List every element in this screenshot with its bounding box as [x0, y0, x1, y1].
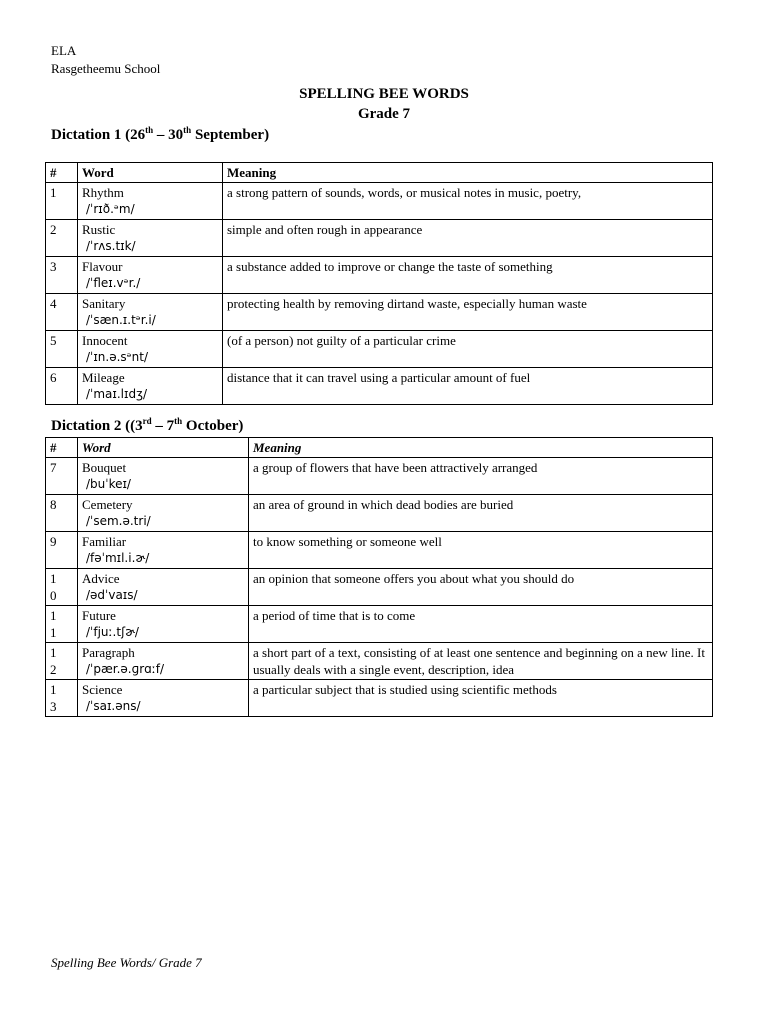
column-header-meaning: Meaning	[249, 438, 713, 458]
word-text: Advice	[82, 571, 120, 586]
table-row	[46, 606, 713, 643]
row-number: 6	[46, 368, 78, 405]
row-number: 3	[46, 257, 78, 294]
phonetic-text: /ˈrʌs.tɪk/	[86, 239, 136, 253]
row-number-digit-2: 3	[50, 699, 57, 714]
row-number	[46, 680, 78, 717]
meaning-cell: an opinion that someone offers you about what you should do	[249, 569, 713, 606]
column-header-word: Word	[78, 438, 249, 458]
column-header-number: #	[46, 438, 78, 458]
phonetic-text: /ˈrɪð.ᵊm/	[86, 202, 135, 216]
word-text: Rhythm	[82, 185, 124, 200]
row-number-digit-1: 8	[50, 497, 57, 512]
row-number	[46, 458, 78, 495]
page-title: SPELLING BEE WORDS	[299, 86, 469, 102]
table-header-row	[46, 438, 713, 458]
row-number-digit-2: 0	[50, 588, 57, 603]
word-text: Rustic	[82, 222, 116, 237]
school-header	[51, 42, 160, 78]
column-header-word: Word	[78, 163, 223, 183]
phonetic-text: /ˈfjuː.tʃɚ/	[86, 625, 139, 639]
row-number	[46, 569, 78, 606]
row-number-digit-1: 7	[50, 460, 57, 475]
table-row	[46, 458, 713, 495]
word-text: Cemetery	[82, 497, 133, 512]
word-cell	[78, 532, 249, 569]
word-cell	[78, 569, 249, 606]
word-text: Flavour	[82, 259, 123, 274]
word-cell	[78, 495, 249, 532]
phonetic-text: /ˈsem.ə.tri/	[86, 514, 151, 528]
word-cell	[78, 257, 223, 294]
grade-subtitle: Grade 7	[357, 106, 411, 122]
row-number	[46, 495, 78, 532]
phonetic-text: /fəˈmɪl.i.ɚ/	[86, 551, 150, 565]
dictation-1-table	[45, 162, 713, 405]
word-text: Science	[82, 682, 123, 697]
table-row	[46, 294, 713, 331]
row-number: 4	[46, 294, 78, 331]
table-row	[46, 680, 713, 717]
dictation-2-heading: Dictation 2 ((3rd – 7th October)	[51, 416, 244, 434]
dictation-1-heading: Dictation 1 (26th – 30th September)	[51, 125, 270, 143]
word-cell	[78, 294, 223, 331]
word-cell	[78, 183, 223, 220]
meaning-cell: to know something or someone well	[249, 532, 713, 569]
word-text: Familiar	[82, 534, 127, 549]
table-row	[46, 183, 713, 220]
meaning-cell: (of a person) not guilty of a particular crime	[223, 331, 713, 368]
meaning-cell: simple and often rough in appearance	[223, 220, 713, 257]
phonetic-text: /buˈkeɪ/	[86, 477, 131, 491]
meaning-cell: a period of time that is to come	[249, 606, 713, 643]
word-text: Paragraph	[82, 645, 135, 660]
word-text: Future	[82, 608, 116, 623]
row-number	[46, 606, 78, 643]
word-cell	[78, 368, 223, 405]
table-row	[46, 495, 713, 532]
meaning-cell: distance that it can travel using a particular amount of fuel	[223, 368, 713, 405]
school-name: Rasgetheemu School	[51, 61, 161, 76]
word-text: Sanitary	[82, 296, 126, 311]
word-text: Mileage	[82, 370, 125, 385]
meaning-cell: a group of flowers that have been attractively arranged	[249, 458, 713, 495]
subject-label: ELA	[51, 43, 77, 58]
phonetic-text: /ˈpær.ə.ɡrɑːf/	[86, 662, 165, 676]
dictation-2-table	[45, 437, 713, 717]
row-number	[46, 532, 78, 569]
meaning-cell: an area of ground in which dead bodies are buried	[249, 495, 713, 532]
meaning-cell: protecting health by removing dirtand waste, especially human waste	[223, 294, 713, 331]
phonetic-text: /ˈfleɪ.vᵊr./	[86, 276, 141, 290]
meaning-cell: a substance added to improve or change the taste of something	[223, 257, 713, 294]
word-cell	[78, 458, 249, 495]
row-number-digit-1: 1	[50, 645, 57, 660]
row-number-digit-1: 1	[50, 608, 57, 623]
row-number-digit-2: 1	[50, 625, 57, 640]
table-row	[46, 331, 713, 368]
table-row	[46, 532, 713, 569]
column-header-meaning: Meaning	[223, 163, 713, 183]
row-number-digit-1: 1	[50, 682, 57, 697]
phonetic-text: /ədˈvaɪs/	[86, 588, 138, 602]
table-row	[46, 569, 713, 606]
phonetic-text: /ˈsæn.ɪ.tᵊr.i/	[86, 313, 156, 327]
word-text: Innocent	[82, 333, 128, 348]
row-number-digit-2: 2	[50, 662, 57, 677]
word-cell	[78, 220, 223, 257]
row-number-digit-1: 9	[50, 534, 57, 549]
table-row	[46, 220, 713, 257]
table-row	[46, 643, 713, 680]
meaning-cell: a short part of a text, consisting of at least one sentence and beginning on a new line. It usually deals with a single event, description, idea	[249, 643, 713, 680]
word-cell	[78, 331, 223, 368]
table-row	[46, 368, 713, 405]
word-cell	[78, 606, 249, 643]
meaning-cell: a particular subject that is studied using scientific methods	[249, 680, 713, 717]
word-cell	[78, 643, 249, 680]
row-number: 2	[46, 220, 78, 257]
table-row	[46, 257, 713, 294]
table-header-row	[46, 163, 713, 183]
row-number	[46, 643, 78, 680]
column-header-number: #	[46, 163, 78, 183]
page-footer: Spelling Bee Words/ Grade 7	[51, 955, 202, 970]
phonetic-text: /ˈɪn.ə.sᵊnt/	[86, 350, 149, 364]
row-number-digit-1: 1	[50, 571, 57, 586]
phonetic-text: /ˈmaɪ.lɪdʒ/	[86, 387, 148, 401]
row-number: 1	[46, 183, 78, 220]
meaning-cell: a strong pattern of sounds, words, or musical notes in music, poetry,	[223, 183, 713, 220]
word-cell	[78, 680, 249, 717]
word-text: Bouquet	[82, 460, 127, 475]
phonetic-text: /ˈsaɪ.əns/	[86, 699, 141, 713]
row-number: 5	[46, 331, 78, 368]
